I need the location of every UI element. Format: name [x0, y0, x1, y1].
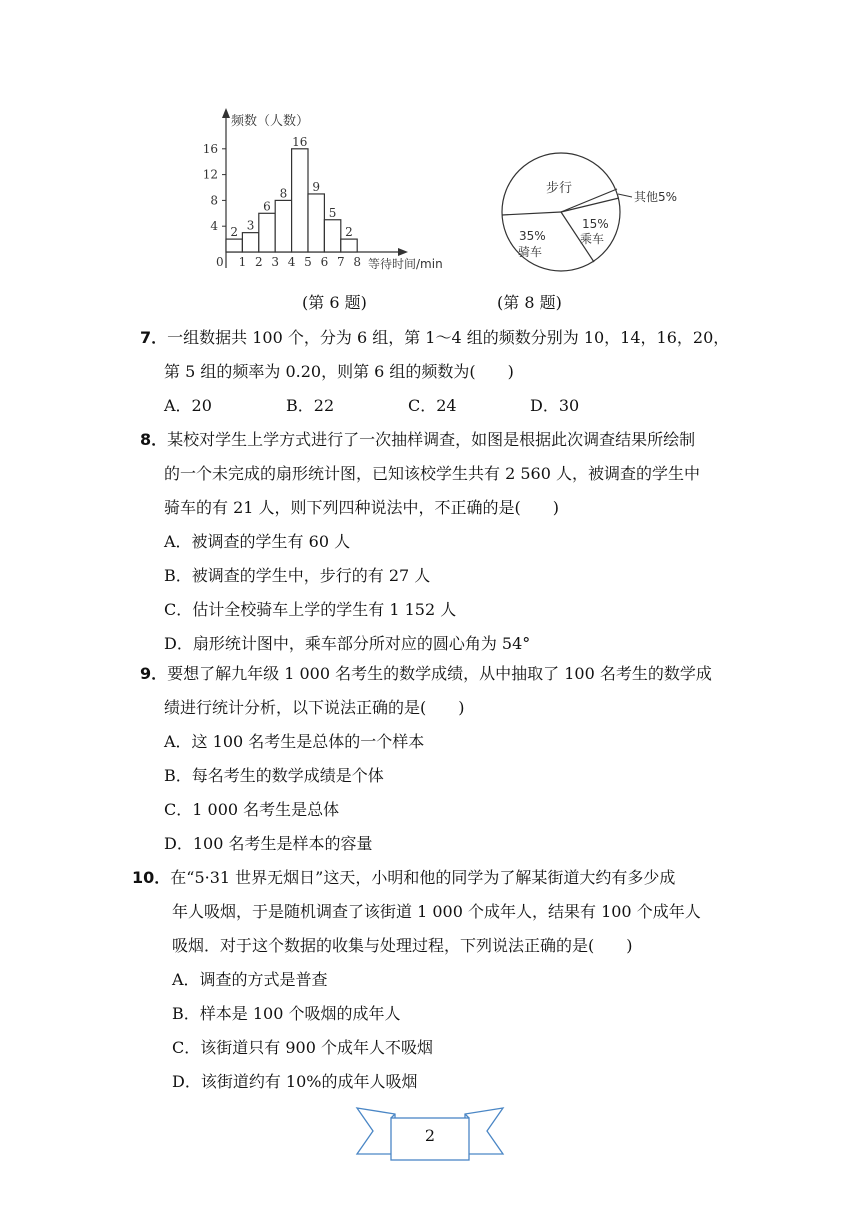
question-10 [132, 861, 742, 1099]
option-c: C．24 [408, 396, 457, 415]
question-text: 在“5·31 世界无烟日”这天，小明和他的同学为了解某街道大约有多少成 [170, 868, 676, 887]
hist-bar [275, 200, 291, 252]
hist-bar-label: 16 [292, 134, 308, 149]
hist-bar-label: 2 [345, 225, 353, 240]
question-8 [140, 423, 740, 661]
question-text: 骑车的有 21 人，则下列四种说法中，不正确的是( ) [164, 498, 560, 517]
option-c: C．该街道只有 900 个成年人不吸烟 [172, 1038, 433, 1057]
question-text: 吸烟．对于这个数据的收集与处理过程，下列说法正确的是( ) [172, 936, 633, 955]
pie-label-bus: 乘车 [580, 232, 605, 246]
hist-bar [308, 194, 324, 252]
hist-xlabel: 等待时间/min [368, 257, 443, 271]
option-d: D．扇形统计图中，乘车部分所对应的圆心角为 54° [164, 634, 531, 653]
option-b: B．样本是 100 个吸烟的成年人 [172, 1004, 401, 1023]
hist-bar-label: 5 [328, 205, 337, 220]
pie-label-bike: 骑车 [518, 245, 543, 259]
pie-label-walk: 步行 [546, 181, 573, 196]
hist-y-tick-label: 12 [202, 167, 218, 182]
question-number: 7． [140, 328, 168, 347]
hist-bar [259, 213, 275, 252]
hist-y-tick-label: 8 [210, 193, 218, 208]
option-c: C．估计全校骑车上学的学生有 1 152 人 [164, 600, 457, 619]
question-number: 10． [132, 868, 171, 887]
hist-bar [341, 239, 357, 252]
hist-x-arrow [398, 248, 408, 256]
hist-x-tick-label: 8 [353, 255, 362, 269]
pie-divider-horizontal [502, 212, 561, 215]
histogram-chart [203, 108, 443, 271]
hist-bar [292, 149, 308, 252]
hist-bar-label: 8 [279, 186, 288, 201]
hist-bar-label: 3 [246, 218, 255, 233]
option-b: B．每名考生的数学成绩是个体 [164, 766, 384, 785]
question-text: 绩进行统计分析，以下说法正确的是( ) [164, 698, 465, 717]
pie-label-bus-pct: 15% [582, 217, 609, 231]
option-b: B．被调查的学生中，步行的有 27 人 [164, 566, 431, 585]
hist-bar-label: 6 [263, 199, 271, 214]
hist-y-tick-label: 16 [202, 141, 218, 156]
caption-fig6: (第 6 题) [302, 293, 367, 312]
question-text: 第 5 组的频率为 0.20，则第 6 组的频数为( ) [164, 362, 514, 381]
question-text: 一组数据共 100 个，分为 6 组，第 1～4 组的频数分别为 10，14，16，20， [167, 328, 730, 347]
question-number: 8． [140, 430, 168, 449]
option-a: A．20 [164, 396, 212, 415]
hist-x-tick-label: 1 [238, 255, 247, 269]
hist-bar [242, 233, 258, 252]
hist-x-tick-label: 5 [304, 255, 312, 269]
hist-y-arrow [222, 108, 230, 118]
hist-y-tick-label: 4 [210, 219, 218, 234]
hist-bar-label: 9 [312, 179, 321, 194]
caption-fig8: (第 8 题) [497, 293, 562, 312]
option-b: B．22 [286, 396, 335, 415]
question-text: 年人吸烟，于是随机调查了该街道 1 000 个成年人，结果有 100 个成年人 [172, 902, 701, 921]
option-row [140, 389, 740, 423]
option-d: D．30 [530, 396, 580, 415]
option-a: A．调查的方式是普查 [172, 970, 328, 989]
hist-x-tick-label: 2 [254, 255, 263, 269]
hist-origin-label: 0 [216, 255, 224, 269]
question-number: 9． [140, 664, 168, 683]
banner-left-ribbon [357, 1108, 395, 1154]
option-d: D．100 名考生是样本的容量 [164, 834, 373, 853]
pie-chart [502, 153, 677, 271]
hist-x-tick-label: 3 [271, 255, 280, 269]
question-7 [140, 321, 740, 423]
hist-x-tick-label: 6 [320, 255, 329, 269]
pie-label-bike-pct: 35% [519, 229, 546, 243]
hist-x-tick-label: 7 [336, 255, 345, 269]
hist-x-tick-label: 4 [287, 255, 296, 269]
page-number: 2 [424, 1126, 436, 1145]
figures-canvas [0, 0, 860, 300]
hist-bar [226, 239, 242, 252]
banner-right-ribbon [465, 1108, 503, 1154]
question-text: 某校对学生上学方式进行了一次抽样调查，如图是根据此次调查结果所绘制 [167, 430, 696, 449]
pie-label-other: 其他5% [634, 190, 678, 204]
pie-other-leader [618, 194, 632, 197]
hist-bar-label: 2 [230, 225, 239, 240]
option-a: A．被调查的学生有 60 人 [164, 532, 351, 551]
question-text: 的一个未完成的扇形统计图，已知该校学生共有 2 560 人，被调查的学生中 [164, 464, 700, 483]
hist-ylabel: 频数（人数） [231, 114, 310, 129]
question-text: 要想了解九年级 1 000 名考生的数学成绩，从中抽取了 100 名考生的数学成 [167, 664, 712, 683]
option-a: A．这 100 名考生是总体的一个样本 [164, 732, 425, 751]
option-c: C．1 000 名考生是总体 [164, 800, 340, 819]
hist-bar [324, 220, 340, 252]
question-9 [140, 657, 740, 861]
option-d: D．该街道约有 10%的成年人吸烟 [172, 1072, 418, 1091]
